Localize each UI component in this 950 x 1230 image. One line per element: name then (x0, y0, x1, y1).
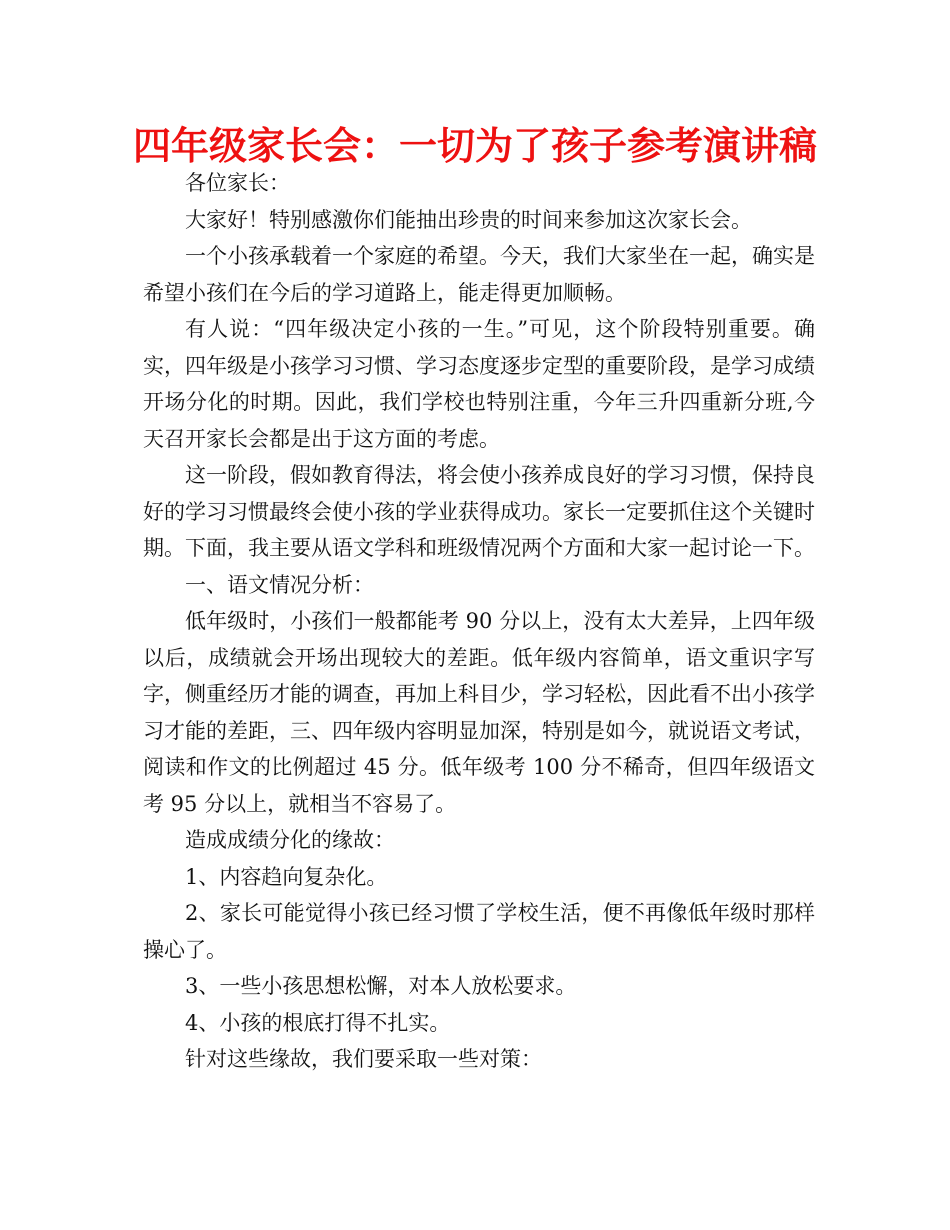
paragraph: 一个小孩承载着一个家庭的希望。今天，我们大家坐在一起，确实是希望小孩们在今后的学习道路上，能走得更加顺畅。 (143, 244, 815, 305)
list-item: 3、一些小孩思想松懈，对本人放松要求。 (185, 974, 577, 998)
paragraph: 有人说：“四年级决定小孩的一生。”可见，这个阶段特别重要。确实，四年级是小孩学习习惯、学习态度逐步定型的重要阶段，是学习成绩开场分化的时期。因此，我们学校也特别注重，今年三升四重新分班,今天召开家长会都是出于这方面的考虑。 (143, 317, 815, 451)
list-item: 2、家长可能觉得小孩已经习惯了学校生活，便不再像低年级时那样操心了。 (143, 901, 815, 962)
paragraph: 造成成绩分化的缘故： (185, 828, 395, 852)
paragraph: 低年级时，小孩们一般都能考 90 分以上，没有太大差异，上四年级以后，成绩就会开场出现较大的差距。低年级内容简单，语文重识字写字，侧重经历才能的调查，再加上科目少，学习轻松，因此看不出小孩学习才能的差距，三、四年级内容明显加深，特别是如今，就说语文考试，阅读和作文的比例超过 45 分。低年级考 100 分不稀奇，但四年级语文考 95 分以上，就相当不容易了。 (143, 609, 815, 816)
document-title: 四年级家长会：一切为了孩子参考演讲稿 (132, 124, 817, 168)
paragraph: 针对这些缘故，我们要采取一些对策： (185, 1047, 542, 1071)
list-item: 1、内容趋向复杂化。 (185, 864, 388, 889)
paragraph: 这一阶段，假如教育得法，将会使小孩养成良好的学习习惯，保持良好的学习习惯最终会使小孩的学业获得成功。家长一定要抓住这个关键时期。下面，我主要从语文学科和班级情况两个方面和大家一起讨论一下。 (143, 463, 815, 560)
paragraph: 各位家长： (185, 171, 290, 195)
section-heading: 一、语文情况分析： (185, 572, 374, 597)
paragraph: 大家好！特别感激你们能抽出珍贵的时间来参加这次家长会。 (185, 207, 752, 232)
list-item: 4、小孩的根底打得不扎实。 (185, 1010, 451, 1035)
document-body (143, 165, 815, 1078)
